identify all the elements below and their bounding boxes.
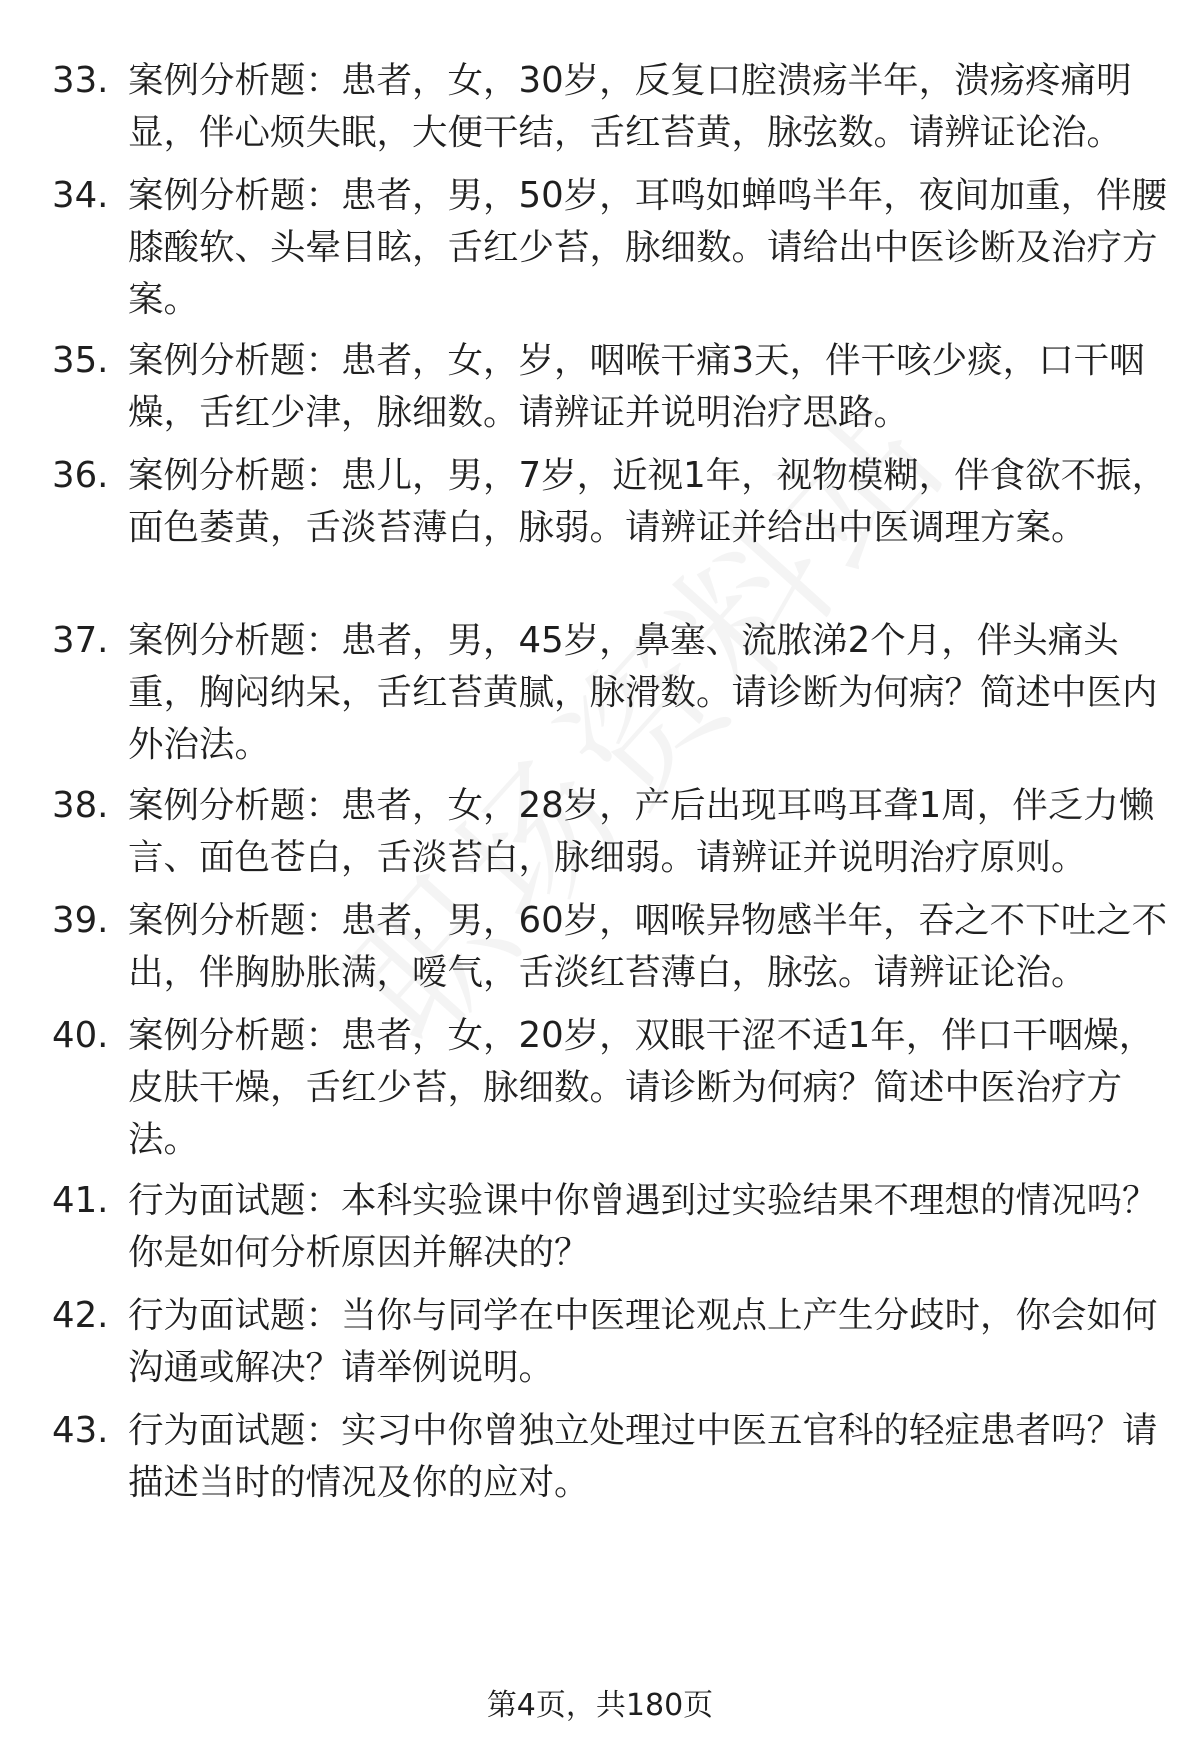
question-item-40 bbox=[52, 1010, 1160, 1166]
question-item-39 bbox=[52, 895, 1168, 999]
question-text: 案例分析题：患者，女，28岁，产后出现耳鸣耳聋1周，伴乏力懒言、面色苍白，舌淡苔白，脉细弱。请辨证并说明治疗原则。 bbox=[128, 785, 1155, 878]
question-item-36 bbox=[52, 450, 1168, 554]
question-text: 案例分析题：患儿，男，7岁，近视1年，视物模糊，伴食欲不振，面色萎黄，舌淡苔薄白，脉弱。请辨证并给出中医调理方案。 bbox=[128, 455, 1168, 548]
question-number: 34. bbox=[52, 175, 109, 216]
question-number: 37. bbox=[52, 620, 109, 661]
question-text: 案例分析题：患者，女，20岁，双眼干涩不适1年，伴口干咽燥，皮肤干燥，舌红少苔，脉细数。请诊断为何病？简述中医治疗方法。 bbox=[128, 1015, 1155, 1160]
question-text: 案例分析题：患者，女，岁，咽喉干痛3天，伴干咳少痰，口干咽燥，舌红少津，脉细数。请辨证并说明治疗思路。 bbox=[128, 340, 1145, 433]
question-number: 35. bbox=[52, 340, 109, 381]
question-number: 36. bbox=[52, 455, 109, 496]
question-number: 39. bbox=[52, 900, 109, 941]
question-number: 41. bbox=[52, 1180, 109, 1221]
question-item-34 bbox=[52, 170, 1168, 326]
question-item-43 bbox=[52, 1405, 1160, 1509]
question-text: 案例分析题：患者，女，30岁，反复口腔溃疡半年，溃疡疼痛明显，伴心烦失眠，大便干结，舌红苔黄，脉弦数。请辨证论治。 bbox=[128, 60, 1132, 153]
question-text: 行为面试题：当你与同学在中医理论观点上产生分歧时，你会如何沟通或解决？请举例说明。 bbox=[128, 1295, 1158, 1388]
question-number: 40. bbox=[52, 1015, 109, 1056]
question-text: 案例分析题：患者，男，50岁，耳鸣如蝉鸣半年，夜间加重，伴腰膝酸软、头晕目眩，舌红少苔，脉细数。请给出中医诊断及治疗方案。 bbox=[128, 175, 1168, 320]
question-item-42 bbox=[52, 1290, 1160, 1394]
question-text: 行为面试题：实习中你曾独立处理过中医五官科的轻症患者吗？请描述当时的情况及你的应对。 bbox=[128, 1410, 1158, 1503]
question-item-35 bbox=[52, 335, 1160, 439]
question-text: 案例分析题：患者，男，45岁，鼻塞、流脓涕2个月，伴头痛头重，胸闷纳呆，舌红苔黄腻，脉滑数。请诊断为何病？简述中医内外治法。 bbox=[128, 620, 1158, 765]
question-text: 行为面试题：本科实验课中你曾遇到过实验结果不理想的情况吗？你是如何分析原因并解决的？ bbox=[128, 1180, 1158, 1273]
question-number: 43. bbox=[52, 1410, 109, 1451]
question-item-38 bbox=[52, 780, 1160, 884]
question-number: 33. bbox=[52, 60, 109, 101]
question-item-37 bbox=[52, 615, 1160, 771]
question-item-41 bbox=[52, 1175, 1160, 1279]
question-text: 案例分析题：患者，男，60岁，咽喉异物感半年，吞之不下吐之不出，伴胸胁胀满，嗳气，舌淡红苔薄白，脉弦。请辨证论治。 bbox=[128, 900, 1168, 993]
question-number: 38. bbox=[52, 785, 109, 826]
page-indicator: 第4页，共180页 bbox=[486, 1688, 714, 1723]
question-item-33 bbox=[52, 55, 1160, 159]
question-number: 42. bbox=[52, 1295, 109, 1336]
